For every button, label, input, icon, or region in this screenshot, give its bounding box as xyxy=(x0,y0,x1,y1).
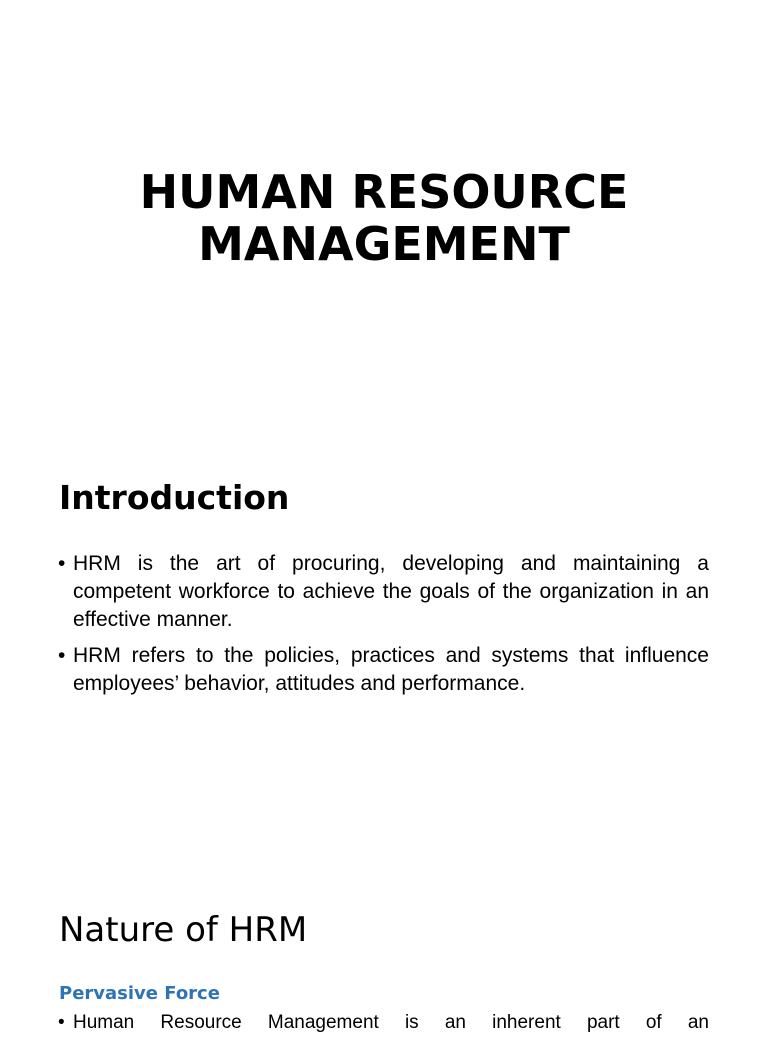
pervasive-force-subheading: Pervasive Force xyxy=(59,983,220,1004)
title-slide xyxy=(0,0,768,432)
introduction-bullet-list xyxy=(58,550,709,706)
title-line-1: HUMAN RESOURCE xyxy=(139,165,629,219)
list-item xyxy=(58,1010,709,1036)
bullet-text: HRM refers to the policies, practices and systems that influence employees’ behavior, attitudes and performance. xyxy=(73,644,709,695)
title-line-2: MANAGEMENT xyxy=(198,217,570,271)
list-item xyxy=(58,642,709,698)
nature-heading: Nature of HRM xyxy=(59,910,308,950)
nature-bullet-list xyxy=(58,1010,709,1044)
list-item xyxy=(58,550,709,634)
presentation-title xyxy=(0,166,768,270)
bullet-icon: • xyxy=(58,644,66,667)
bullet-icon: • xyxy=(58,1012,65,1033)
nature-of-hrm-slide xyxy=(0,864,768,1033)
introduction-heading: Introduction xyxy=(59,478,290,517)
bullet-text: Human Resource Management is an inherent part of an xyxy=(73,1012,709,1033)
introduction-slide xyxy=(0,432,768,864)
bullet-icon: • xyxy=(58,552,66,575)
bullet-text: HRM is the art of procuring, developing and maintaining a competent workforce to achieve the goals of the organization in an effective manner. xyxy=(73,552,709,631)
